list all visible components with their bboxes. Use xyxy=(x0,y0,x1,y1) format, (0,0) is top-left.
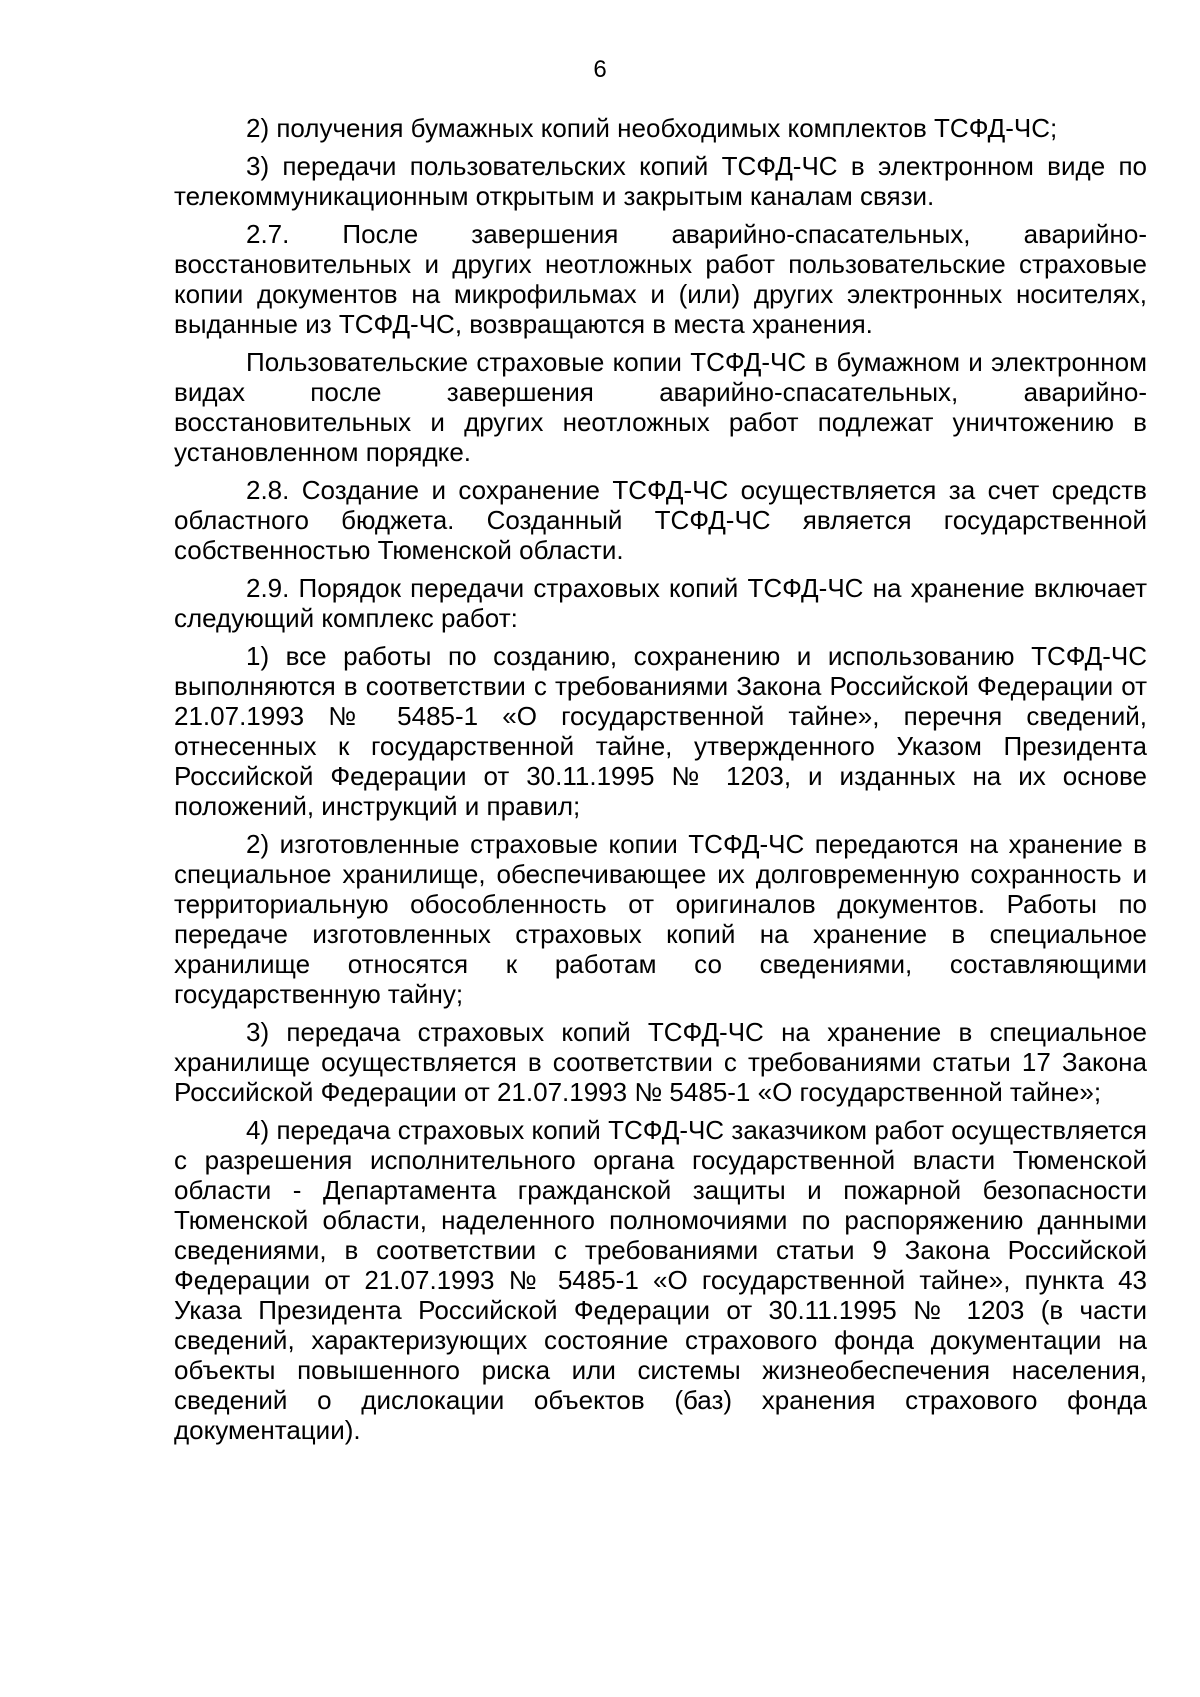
paragraph-work-item-2: 2) изготовленные страховые копии ТСФД-ЧС передаются на хранение в специальное хранилище, обеспечивающее их долговременную сохранность и территориальную обособленность от оригиналов документов. Работы по передаче изготовленных страховых копий на хранение в специальное хранилище относятся к работам со сведениями, составляющими государственную тайну; xyxy=(174,829,1147,1009)
page-number: 6 xyxy=(593,56,607,83)
paragraph-work-item-3: 3) передача страховых копий ТСФД-ЧС на хранение в специальное хранилище осуществляется в соответствии с требованиями статьи 17 Закона Российской Федерации от 21.07.1993 № 5485-1 «О государственной тайне»; xyxy=(174,1017,1147,1107)
paragraph-work-item-1: 1) все работы по созданию, сохранению и использованию ТСФД-ЧС выполняются в соответствии с требованиями Закона Российской Федерации от 21.07.1993 № 5485-1 «О государственной тайне», перечня сведений, отнесенных к государственной тайне, утвержденного Указом Президента Российской Федерации от 30.11.1995 № 1203, и изданных на их основе положений, инструкций и правил; xyxy=(174,641,1147,821)
paragraph-item-3-electronic-transfer: 3) передачи пользовательских копий ТСФД-ЧС в электронном виде по телекоммуникационным открытым и закрытым каналам связи. xyxy=(174,151,1147,211)
paragraph-section-2-7: 2.7. После завершения аварийно-спасательных, аварийно-восстановительных и других неотложных работ пользовательские страховые копии документов на микрофильмах и (или) других электронных носителях, выданные из ТСФД-ЧС, возвращаются в места хранения. xyxy=(174,219,1147,339)
paragraph-work-item-4: 4) передача страховых копий ТСФД-ЧС заказчиком работ осуществляется с разрешения исполнительного органа государственной власти Тюменской области - Департамента гражданской защиты и пожарной безопасности Тюменской области, наделенного полномочиями по распоряжению данными сведениями, в соответствии с требованиями статьи 9 Закона Российской Федерации от 21.07.1993 № 5485-1 «О государственной тайне», пункта 43 Указа Президента Российской Федерации от 30.11.1995 № 1203 (в части сведений, характеризующих состояние страхового фонда документации на объекты повышенного риска или системы жизнеобеспечения населения, сведений о дислокации объектов (баз) хранения страхового фонда документации). xyxy=(174,1115,1147,1445)
paragraph-section-2-8: 2.8. Создание и сохранение ТСФД-ЧС осуществляется за счет средств областного бюджета. Созданный ТСФД-ЧС является государственной собственностью Тюменской области. xyxy=(174,475,1147,565)
document-body xyxy=(174,113,1147,1453)
paragraph-user-copies-destruction: Пользовательские страховые копии ТСФД-ЧС в бумажном и электронном видах после завершения аварийно-спасательных, аварийно-восстановительных и других неотложных работ подлежат уничтожению в установленном порядке. xyxy=(174,347,1147,467)
paragraph-item-2-paper-copies: 2) получения бумажных копий необходимых комплектов ТСФД-ЧС; xyxy=(246,113,1058,143)
paragraph-section-2-9: 2.9. Порядок передачи страховых копий ТСФД-ЧС на хранение включает следующий комплекс работ: xyxy=(174,573,1147,633)
